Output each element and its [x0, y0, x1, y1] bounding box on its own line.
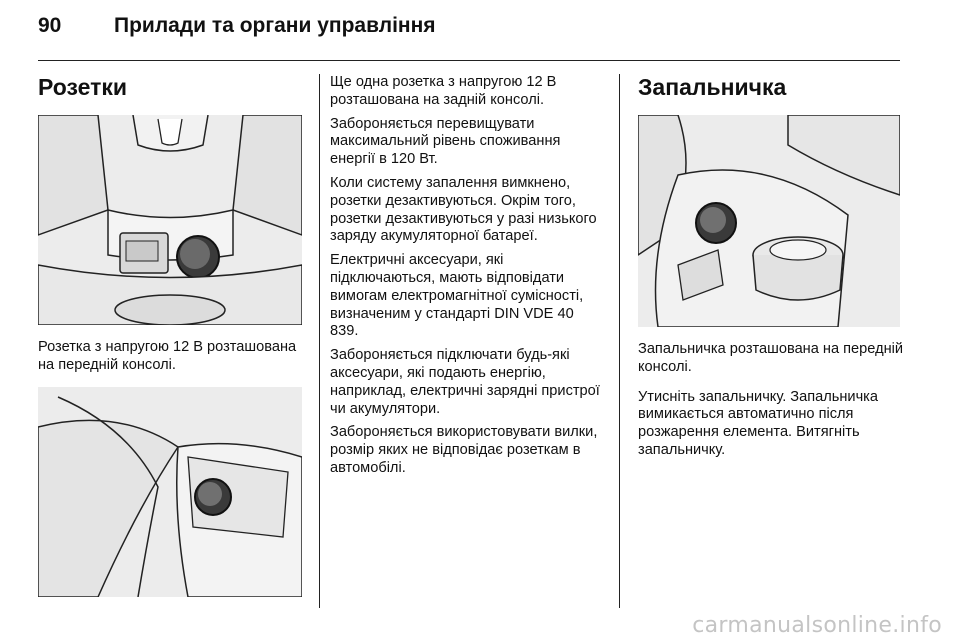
lighter-usage-text: Утисніть запальничку. Запальничка вимикається автоматично після розжарення елемента. Витягніть запальничку. [638, 388, 879, 458]
paragraph: Забороняється перевищувати максимальний рівень споживання енергії в 120 Вт. [330, 115, 561, 168]
front-console-socket-illustration [38, 115, 302, 325]
watermark: carmanualsonline.info [692, 613, 942, 638]
paragraph: Коли систему запалення вимкнено, розетки дезактивуються. Окрім того, розетки дезактивуються у разі низького заряду акумуляторної батареї. [330, 174, 597, 245]
page-header [38, 14, 436, 38]
paragraph: Забороняється підключати будь-які аксесуари, які подають енергію, наприклад, електричні зарядні пристрої чи акумулятори. [330, 347, 600, 417]
header-rule [38, 60, 900, 61]
front-socket-caption: Розетка з напругою 12 В розташована на передній консолі. [38, 339, 297, 373]
column-divider-right [619, 74, 620, 608]
column-lighter [638, 74, 904, 466]
page-title: Прилади та органи управління [114, 14, 436, 37]
lighter-location-text: Запальничка розташована на передній консолі. [638, 341, 904, 375]
paragraph: Забороняється використовувати вилки, розмір яких не відповідає розеткам в автомобілі. [330, 424, 598, 476]
rear-console-socket-illustration [38, 387, 302, 597]
section-heading-sockets: Розетки [38, 74, 128, 100]
page-number: 90 [38, 14, 62, 37]
column-socket-notes [330, 74, 606, 484]
paragraph: Ще одна розетка з напругою 12 В розташована на задній консолі. [330, 74, 557, 108]
column-sockets [38, 74, 302, 597]
column-divider-left [319, 74, 320, 608]
section-heading-lighter: Запальничка [638, 74, 787, 100]
paragraph: Електричні аксесуари, які підключаються, мають відповідати вимогам електромагнітної сумісності, визначеним у стандарті DIN VDE 40 839. [330, 252, 584, 340]
cigarette-lighter-illustration [638, 115, 900, 327]
